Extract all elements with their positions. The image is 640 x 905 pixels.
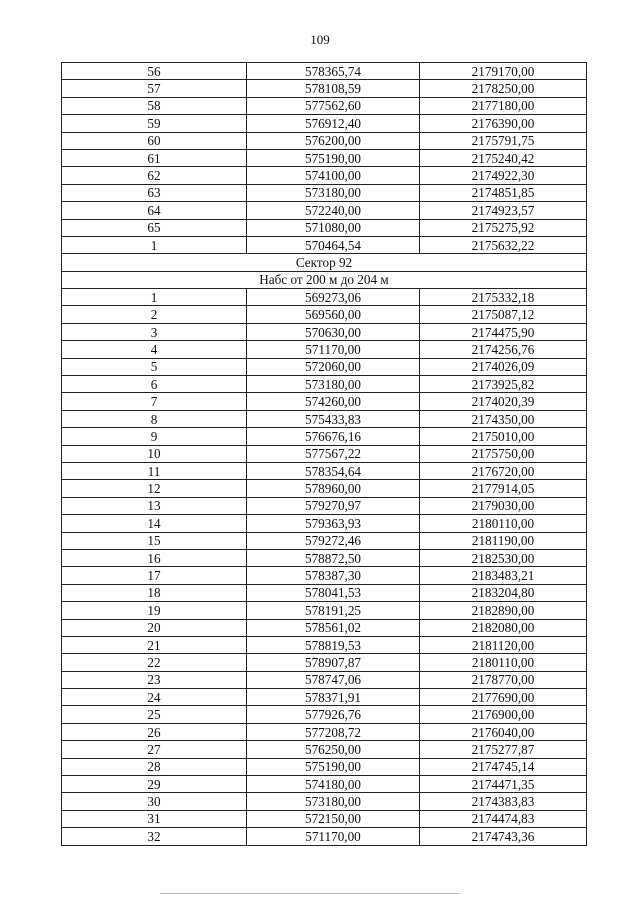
- coord-x: 572060,00: [247, 358, 420, 375]
- coordinates-table: [61, 62, 587, 846]
- coord-x: 578819,53: [247, 636, 420, 653]
- coord-y: 2175750,00: [420, 445, 587, 462]
- coord-y: 2176040,00: [420, 723, 587, 740]
- coord-x: 575433,83: [247, 410, 420, 427]
- table-row: [62, 828, 587, 845]
- coordinates-rows-after: [62, 289, 587, 846]
- table-row: [62, 567, 587, 584]
- table-row: [62, 306, 587, 323]
- table-row: [62, 671, 587, 688]
- table-row: [62, 445, 587, 462]
- coord-y: 2177180,00: [420, 97, 587, 114]
- table-row: [62, 584, 587, 601]
- point-number: 64: [62, 202, 247, 219]
- coord-x: 570464,54: [247, 236, 420, 253]
- table-row: [62, 202, 587, 219]
- point-number: 25: [62, 706, 247, 723]
- table-row: [62, 97, 587, 114]
- table-row: [62, 323, 587, 340]
- table-row: [62, 393, 587, 410]
- point-number: 7: [62, 393, 247, 410]
- point-number: 14: [62, 515, 247, 532]
- coord-x: 571080,00: [247, 219, 420, 236]
- coord-x: 576200,00: [247, 132, 420, 149]
- coord-x: 578747,06: [247, 671, 420, 688]
- coord-y: 2174851,85: [420, 184, 587, 201]
- table-row: [62, 532, 587, 549]
- coord-y: 2174474,83: [420, 810, 587, 827]
- table-row: [62, 810, 587, 827]
- coord-y: 2174923,57: [420, 202, 587, 219]
- coord-x: 577562,60: [247, 97, 420, 114]
- coord-x: 569560,00: [247, 306, 420, 323]
- coord-x: 573180,00: [247, 793, 420, 810]
- coord-y: 2174745,14: [420, 758, 587, 775]
- point-number: 1: [62, 236, 247, 253]
- table-row: [62, 376, 587, 393]
- coord-x: 578108,59: [247, 80, 420, 97]
- coord-x: 577208,72: [247, 723, 420, 740]
- point-number: 61: [62, 149, 247, 166]
- table-row: [62, 706, 587, 723]
- coord-y: 2181120,00: [420, 636, 587, 653]
- coord-x: 572240,00: [247, 202, 420, 219]
- coord-x: 573180,00: [247, 184, 420, 201]
- coord-x: 578872,50: [247, 549, 420, 566]
- point-number: 65: [62, 219, 247, 236]
- point-number: 11: [62, 462, 247, 479]
- point-number: 63: [62, 184, 247, 201]
- table-row: [62, 358, 587, 375]
- sector-title-row: [62, 254, 587, 271]
- point-number: 16: [62, 549, 247, 566]
- table-row: [62, 497, 587, 514]
- point-number: 30: [62, 793, 247, 810]
- coord-x: 578354,64: [247, 462, 420, 479]
- point-number: 2: [62, 306, 247, 323]
- point-number: 57: [62, 80, 247, 97]
- coord-y: 2174743,36: [420, 828, 587, 845]
- coord-y: 2175275,92: [420, 219, 587, 236]
- coord-y: 2181190,00: [420, 532, 587, 549]
- table-row: [62, 410, 587, 427]
- coord-y: 2174020,39: [420, 393, 587, 410]
- point-number: 5: [62, 358, 247, 375]
- table-row: [62, 619, 587, 636]
- coord-y: 2176900,00: [420, 706, 587, 723]
- coord-x: 578365,74: [247, 63, 420, 80]
- table-row: [62, 167, 587, 184]
- coord-x: 572150,00: [247, 810, 420, 827]
- coord-y: 2175632,22: [420, 236, 587, 253]
- point-number: 9: [62, 428, 247, 445]
- point-number: 23: [62, 671, 247, 688]
- point-number: 26: [62, 723, 247, 740]
- coord-y: 2175277,87: [420, 741, 587, 758]
- coord-y: 2182530,00: [420, 549, 587, 566]
- coord-y: 2176390,00: [420, 115, 587, 132]
- coord-x: 571170,00: [247, 828, 420, 845]
- table-row: [62, 636, 587, 653]
- coord-x: 575190,00: [247, 758, 420, 775]
- coord-y: 2175087,12: [420, 306, 587, 323]
- coord-x: 577567,22: [247, 445, 420, 462]
- coord-x: 576676,16: [247, 428, 420, 445]
- point-number: 29: [62, 776, 247, 793]
- point-number: 59: [62, 115, 247, 132]
- point-number: 28: [62, 758, 247, 775]
- coord-x: 578191,25: [247, 602, 420, 619]
- point-number: 17: [62, 567, 247, 584]
- coord-y: 2177690,00: [420, 689, 587, 706]
- table-row: [62, 341, 587, 358]
- coord-y: 2175332,18: [420, 289, 587, 306]
- coord-y: 2180110,00: [420, 515, 587, 532]
- point-number: 8: [62, 410, 247, 427]
- coord-y: 2175791,75: [420, 132, 587, 149]
- coord-y: 2182080,00: [420, 619, 587, 636]
- point-number: 15: [62, 532, 247, 549]
- coord-x: 578561,02: [247, 619, 420, 636]
- coord-y: 2174256,76: [420, 341, 587, 358]
- coord-y: 2179030,00: [420, 497, 587, 514]
- sector-height: Набс от 200 м до 204 м: [62, 271, 587, 288]
- coord-y: 2175010,00: [420, 428, 587, 445]
- point-number: 1: [62, 289, 247, 306]
- table-row: [62, 184, 587, 201]
- point-number: 21: [62, 636, 247, 653]
- point-number: 4: [62, 341, 247, 358]
- coord-y: 2183483,21: [420, 567, 587, 584]
- coord-x: 576912,40: [247, 115, 420, 132]
- coord-x: 575190,00: [247, 149, 420, 166]
- table-row: [62, 741, 587, 758]
- table-row: [62, 758, 587, 775]
- coord-x: 576250,00: [247, 741, 420, 758]
- table-row: [62, 793, 587, 810]
- coord-y: 2174383,83: [420, 793, 587, 810]
- coord-y: 2174475,90: [420, 323, 587, 340]
- coord-y: 2177914,05: [420, 480, 587, 497]
- table-row: [62, 654, 587, 671]
- coord-y: 2174922,30: [420, 167, 587, 184]
- point-number: 10: [62, 445, 247, 462]
- coord-y: 2179170,00: [420, 63, 587, 80]
- table-row: [62, 776, 587, 793]
- table-row: [62, 149, 587, 166]
- table-row: [62, 428, 587, 445]
- table-row: [62, 132, 587, 149]
- coord-x: 574260,00: [247, 393, 420, 410]
- point-number: 62: [62, 167, 247, 184]
- coord-x: 579363,93: [247, 515, 420, 532]
- table-row: [62, 549, 587, 566]
- sector-title: Сектор 92: [62, 254, 587, 271]
- coord-x: 578371,91: [247, 689, 420, 706]
- coord-y: 2173925,82: [420, 376, 587, 393]
- point-number: 13: [62, 497, 247, 514]
- point-number: 3: [62, 323, 247, 340]
- point-number: 24: [62, 689, 247, 706]
- coord-y: 2174026,09: [420, 358, 587, 375]
- table-row: [62, 289, 587, 306]
- coord-x: 578041,53: [247, 584, 420, 601]
- coord-x: 578907,87: [247, 654, 420, 671]
- table-row: [62, 63, 587, 80]
- coord-x: 579270,97: [247, 497, 420, 514]
- coord-x: 579272,46: [247, 532, 420, 549]
- coord-y: 2174471,35: [420, 776, 587, 793]
- point-number: 18: [62, 584, 247, 601]
- footer-rule: [160, 893, 460, 894]
- point-number: 27: [62, 741, 247, 758]
- point-number: 12: [62, 480, 247, 497]
- point-number: 22: [62, 654, 247, 671]
- table-row: [62, 480, 587, 497]
- coord-y: 2182890,00: [420, 602, 587, 619]
- sector-header: [62, 254, 587, 289]
- coord-x: 578960,00: [247, 480, 420, 497]
- coord-x: 578387,30: [247, 567, 420, 584]
- coord-x: 577926,76: [247, 706, 420, 723]
- coord-y: 2176720,00: [420, 462, 587, 479]
- point-number: 60: [62, 132, 247, 149]
- coord-y: 2175240,42: [420, 149, 587, 166]
- table-row: [62, 236, 587, 253]
- sector-height-row: [62, 271, 587, 288]
- coord-x: 574100,00: [247, 167, 420, 184]
- coord-x: 571170,00: [247, 341, 420, 358]
- point-number: 20: [62, 619, 247, 636]
- coord-x: 570630,00: [247, 323, 420, 340]
- coord-x: 574180,00: [247, 776, 420, 793]
- table-row: [62, 115, 587, 132]
- point-number: 56: [62, 63, 247, 80]
- coordinates-rows-before: [62, 63, 587, 254]
- coord-x: 569273,06: [247, 289, 420, 306]
- coord-y: 2178250,00: [420, 80, 587, 97]
- coord-y: 2174350,00: [420, 410, 587, 427]
- table-row: [62, 462, 587, 479]
- table-row: [62, 80, 587, 97]
- coord-y: 2178770,00: [420, 671, 587, 688]
- point-number: 32: [62, 828, 247, 845]
- coord-y: 2180110,00: [420, 654, 587, 671]
- table-row: [62, 689, 587, 706]
- page-number: 109: [310, 32, 330, 47]
- table-row: [62, 515, 587, 532]
- coord-x: 573180,00: [247, 376, 420, 393]
- point-number: 6: [62, 376, 247, 393]
- point-number: 19: [62, 602, 247, 619]
- table-row: [62, 219, 587, 236]
- point-number: 31: [62, 810, 247, 827]
- table-row: [62, 602, 587, 619]
- point-number: 58: [62, 97, 247, 114]
- table-row: [62, 723, 587, 740]
- coord-y: 2183204,80: [420, 584, 587, 601]
